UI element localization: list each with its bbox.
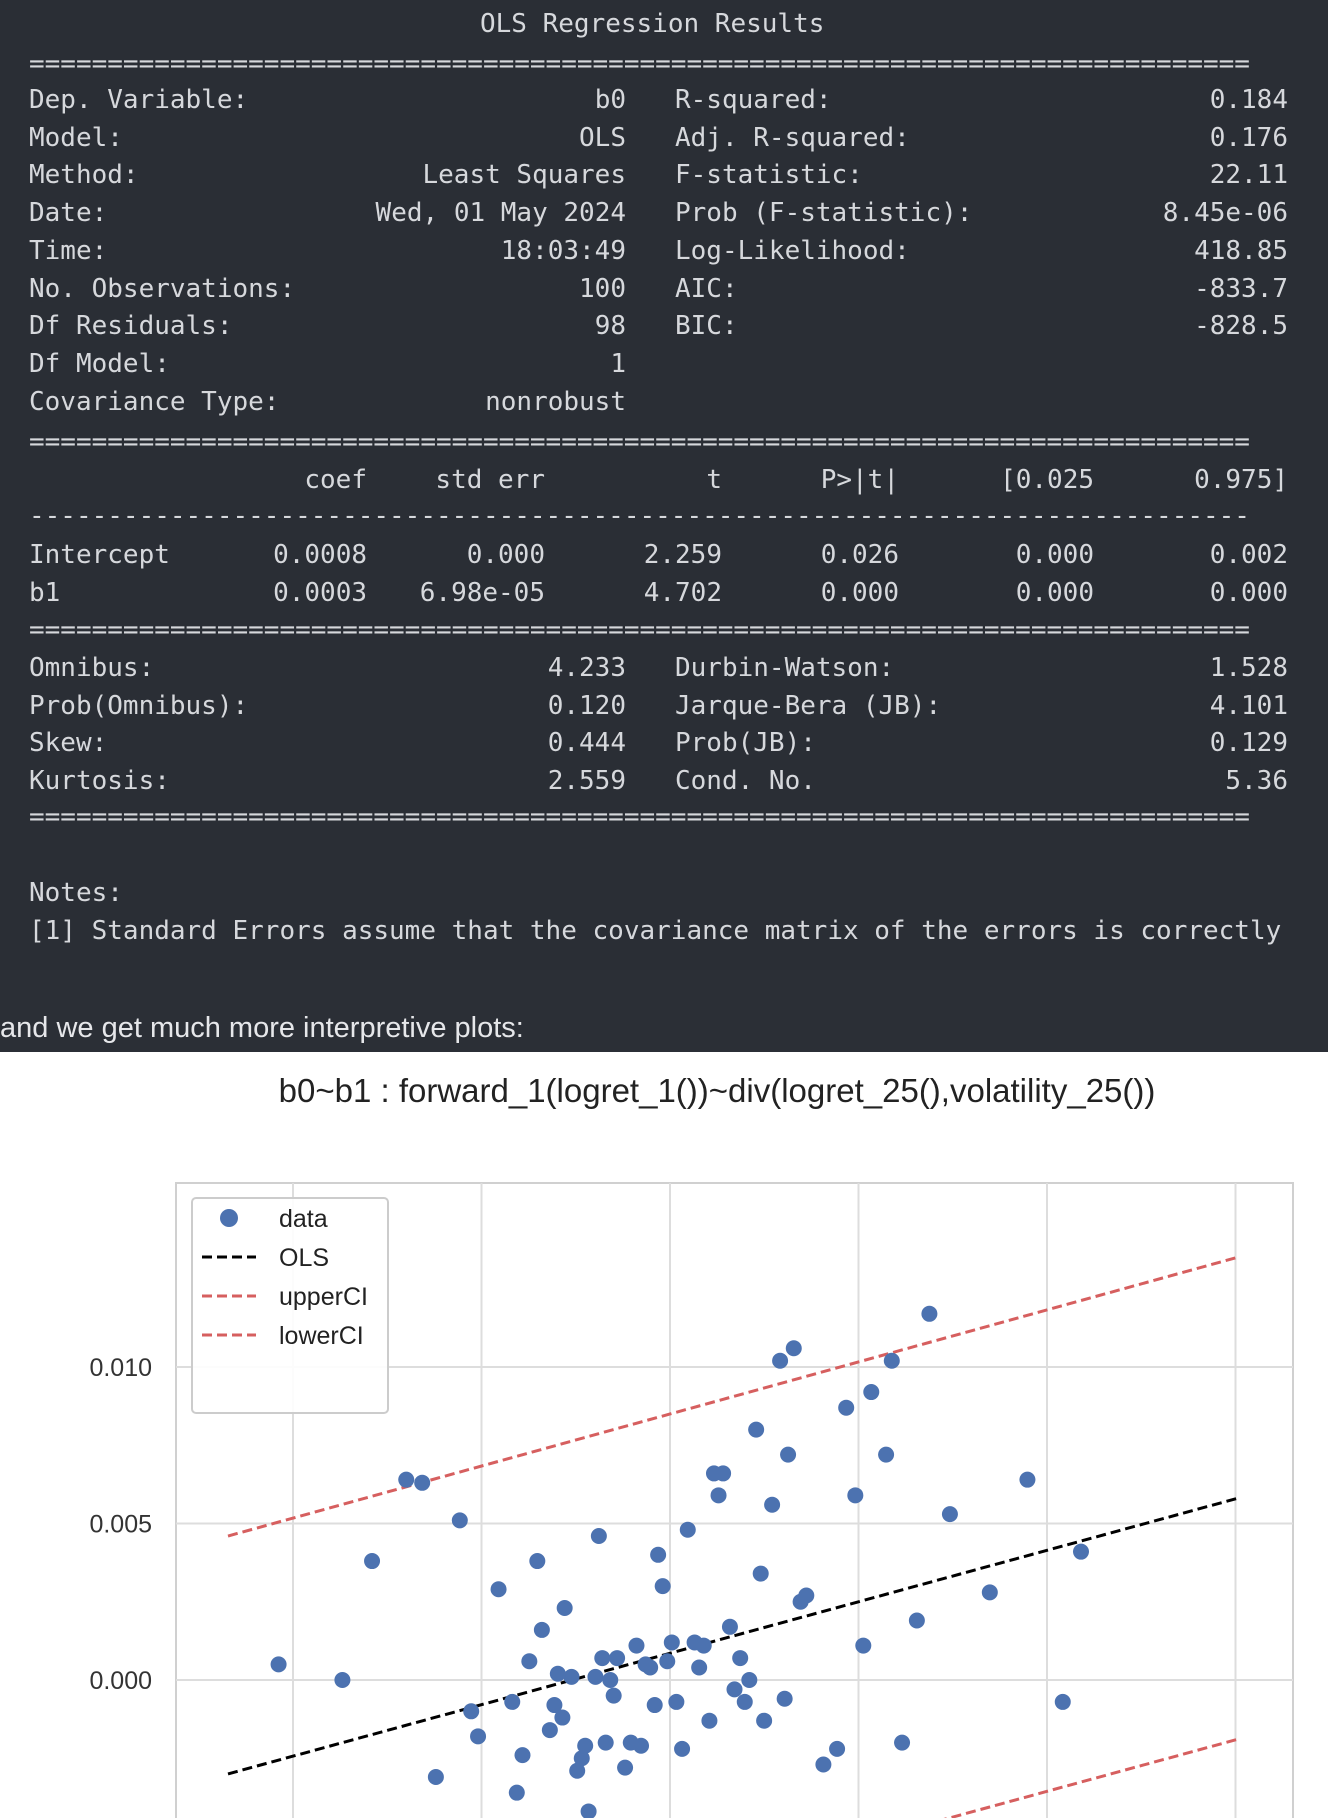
data-point xyxy=(557,1600,573,1616)
data-point xyxy=(509,1785,525,1801)
data-point xyxy=(674,1741,690,1757)
data-point xyxy=(921,1306,937,1322)
data-point xyxy=(777,1691,793,1707)
data-point xyxy=(398,1472,414,1488)
data-point xyxy=(598,1735,614,1751)
coef-header-cell: P>|t| xyxy=(820,465,899,495)
data-point xyxy=(855,1638,871,1654)
data-point xyxy=(542,1722,558,1738)
coef-header-cell: std err xyxy=(435,465,545,495)
data-point xyxy=(732,1650,748,1666)
data-point xyxy=(577,1738,593,1754)
diag-value: 0.129 xyxy=(1209,728,1288,759)
data-point xyxy=(878,1447,894,1463)
plot-output xyxy=(0,1052,1328,1818)
diag-value: 4.233 xyxy=(547,653,626,683)
data-point xyxy=(617,1760,633,1776)
data-point xyxy=(650,1547,666,1563)
markdown-text: and we get much more interpretive plots: xyxy=(0,1012,524,1044)
notes-line: [1] Standard Errors assume that the covariance matrix of the errors is correctly xyxy=(29,916,1282,946)
chart-title: b0~b1 : forward_1(logret_1())~div(logret_25(),volatility_25()) xyxy=(278,1072,1156,1109)
diag-label: Durbin-Watson: xyxy=(675,653,895,683)
data-point xyxy=(772,1353,788,1369)
data-point xyxy=(659,1653,675,1669)
coef-row-name: Intercept xyxy=(29,540,170,570)
diag-value: 5.36 xyxy=(1225,766,1288,797)
data-point xyxy=(514,1747,530,1763)
data-point xyxy=(764,1497,780,1513)
data-point xyxy=(564,1669,580,1685)
summary-value: -833.7 xyxy=(1194,273,1288,304)
summary-value: b0 xyxy=(594,85,626,115)
coef-cell: 2.259 xyxy=(643,540,722,570)
data-point xyxy=(470,1728,486,1744)
data-point xyxy=(414,1475,430,1491)
summary-label: F-statistic: xyxy=(675,160,863,191)
summary-label: Df Model: xyxy=(29,348,170,379)
summary-value: 0.176 xyxy=(1209,122,1288,153)
data-point xyxy=(664,1634,680,1650)
diag-value: 0.120 xyxy=(547,690,626,721)
separator-double: ============================================================================== xyxy=(29,805,1250,829)
coef-cell: 0.000 xyxy=(820,577,899,608)
separator-double: ============================================================================== xyxy=(29,430,1250,454)
data-point xyxy=(504,1694,520,1710)
summary-label: Prob (F-statistic): xyxy=(675,198,973,229)
data-point xyxy=(909,1613,925,1629)
data-point xyxy=(550,1666,566,1682)
summary-value: 22.11 xyxy=(1209,160,1288,191)
data-point xyxy=(737,1694,753,1710)
data-point xyxy=(786,1340,802,1356)
data-point xyxy=(529,1553,545,1569)
summary-value: -828.5 xyxy=(1194,311,1288,342)
summary-label: R-squared: xyxy=(675,85,832,115)
coef-cell: 0.002 xyxy=(1209,540,1288,570)
data-point xyxy=(491,1581,507,1597)
data-point xyxy=(1019,1472,1035,1488)
coef-cell: 0.0008 xyxy=(273,540,367,570)
coef-cell: 0.000 xyxy=(1015,540,1094,570)
data-point xyxy=(521,1653,537,1669)
y-tick-label: 0.000 xyxy=(89,1667,152,1695)
data-point xyxy=(798,1587,814,1603)
data-point xyxy=(680,1522,696,1538)
data-point xyxy=(633,1738,649,1754)
legend-label: OLS xyxy=(279,1244,330,1272)
coef-cell: 0.000 xyxy=(1015,577,1094,608)
data-point xyxy=(452,1512,468,1528)
summary-label: No. Observations: xyxy=(29,273,296,304)
data-point xyxy=(753,1566,769,1582)
summary-value: 418.85 xyxy=(1194,235,1288,266)
data-point xyxy=(655,1578,671,1594)
coef-cell: 6.98e-05 xyxy=(419,577,545,608)
data-point xyxy=(982,1584,998,1600)
legend-marker-data xyxy=(220,1209,238,1227)
data-point xyxy=(691,1659,707,1675)
data-point xyxy=(628,1638,644,1654)
summary-value: OLS xyxy=(579,122,626,153)
separator-double: ============================================================================== xyxy=(29,52,1250,76)
summary-label: Df Residuals: xyxy=(29,311,233,342)
data-point xyxy=(756,1713,772,1729)
diag-label: Cond. No. xyxy=(675,766,816,797)
data-point xyxy=(894,1735,910,1751)
summary-value: 0.184 xyxy=(1209,85,1288,115)
data-point xyxy=(741,1672,757,1688)
data-point xyxy=(428,1769,444,1785)
data-point xyxy=(609,1650,625,1666)
data-point xyxy=(727,1681,743,1697)
data-point xyxy=(668,1694,684,1710)
diag-label: Kurtosis: xyxy=(29,766,170,797)
coef-header-cell: [0.025 xyxy=(1000,465,1094,495)
legend-label: upperCI xyxy=(279,1283,368,1311)
data-point xyxy=(722,1619,738,1635)
data-point xyxy=(715,1465,731,1481)
coef-header-cell: 0.975] xyxy=(1194,465,1288,495)
diag-value: 0.444 xyxy=(547,728,626,759)
output-title: OLS Regression Results xyxy=(480,9,825,39)
separator-single: ------------------------------------------------------------------------------ xyxy=(29,504,1250,528)
data-point xyxy=(534,1622,550,1638)
summary-label: Log-Likelihood: xyxy=(675,235,910,266)
regression-scatter-plot xyxy=(0,1052,1328,1818)
summary-value: Least Squares xyxy=(422,160,626,191)
data-point xyxy=(602,1672,618,1688)
summary-label: Covariance Type: xyxy=(29,386,280,417)
data-point xyxy=(647,1697,663,1713)
legend-label: data xyxy=(279,1205,328,1233)
data-point xyxy=(884,1353,900,1369)
coef-header-cell: t xyxy=(706,465,722,495)
summary-label: Time: xyxy=(29,235,108,266)
data-point xyxy=(591,1528,607,1544)
data-point xyxy=(594,1650,610,1666)
separator-double: ============================================================================== xyxy=(29,618,1250,642)
diag-label: Omnibus: xyxy=(29,653,155,683)
coef-row-name: b1 xyxy=(29,577,61,608)
y-tick-label: 0.005 xyxy=(89,1510,152,1539)
summary-label: BIC: xyxy=(675,311,738,342)
data-point xyxy=(748,1422,764,1438)
summary-value: 1 xyxy=(610,348,626,379)
diag-label: Prob(JB): xyxy=(675,728,816,759)
diag-value: 2.559 xyxy=(547,766,626,797)
diag-value: 4.101 xyxy=(1209,690,1288,721)
summary-value: 18:03:49 xyxy=(500,235,626,266)
data-point xyxy=(554,1710,570,1726)
data-point xyxy=(847,1487,863,1503)
coef-cell: 0.0003 xyxy=(273,577,367,608)
coef-header-cell: coef xyxy=(304,465,367,495)
summary-label: Adj. R-squared: xyxy=(675,122,910,153)
data-point xyxy=(863,1384,879,1400)
data-point xyxy=(780,1447,796,1463)
data-point xyxy=(463,1703,479,1719)
data-point xyxy=(364,1553,380,1569)
data-point xyxy=(711,1487,727,1503)
summary-value: Wed, 01 May 2024 xyxy=(375,198,626,229)
diag-label: Skew: xyxy=(29,728,108,759)
data-point xyxy=(815,1757,831,1773)
summary-label: Method: xyxy=(29,160,139,191)
summary-value: 100 xyxy=(579,273,626,304)
summary-value: nonrobust xyxy=(485,386,626,417)
summary-label: AIC: xyxy=(675,273,738,304)
data-point xyxy=(1055,1694,1071,1710)
summary-label: Model: xyxy=(29,122,123,153)
data-point xyxy=(696,1638,712,1654)
data-point xyxy=(334,1672,350,1688)
diag-value: 1.528 xyxy=(1209,653,1288,683)
data-point xyxy=(829,1741,845,1757)
summary-value: 8.45e-06 xyxy=(1162,198,1288,229)
legend-label: lowerCI xyxy=(279,1322,364,1350)
data-point xyxy=(642,1659,658,1675)
summary-value: 98 xyxy=(594,311,626,342)
coef-cell: 4.702 xyxy=(643,577,722,608)
data-point xyxy=(701,1713,717,1729)
data-point xyxy=(271,1656,287,1672)
data-point xyxy=(942,1506,958,1522)
diag-label: Jarque-Bera (JB): xyxy=(675,690,942,721)
coef-cell: 0.000 xyxy=(466,540,545,570)
data-point xyxy=(1073,1544,1089,1560)
summary-label: Date: xyxy=(29,198,108,229)
data-point xyxy=(606,1688,622,1704)
diag-label: Prob(Omnibus): xyxy=(29,690,249,721)
notes-label: Notes: xyxy=(29,878,123,908)
data-point xyxy=(838,1400,854,1416)
summary-label: Dep. Variable: xyxy=(29,85,249,115)
coef-cell: 0.026 xyxy=(820,540,899,570)
coef-cell: 0.000 xyxy=(1209,577,1288,608)
y-tick-label: 0.010 xyxy=(89,1354,152,1382)
data-point xyxy=(587,1669,603,1685)
